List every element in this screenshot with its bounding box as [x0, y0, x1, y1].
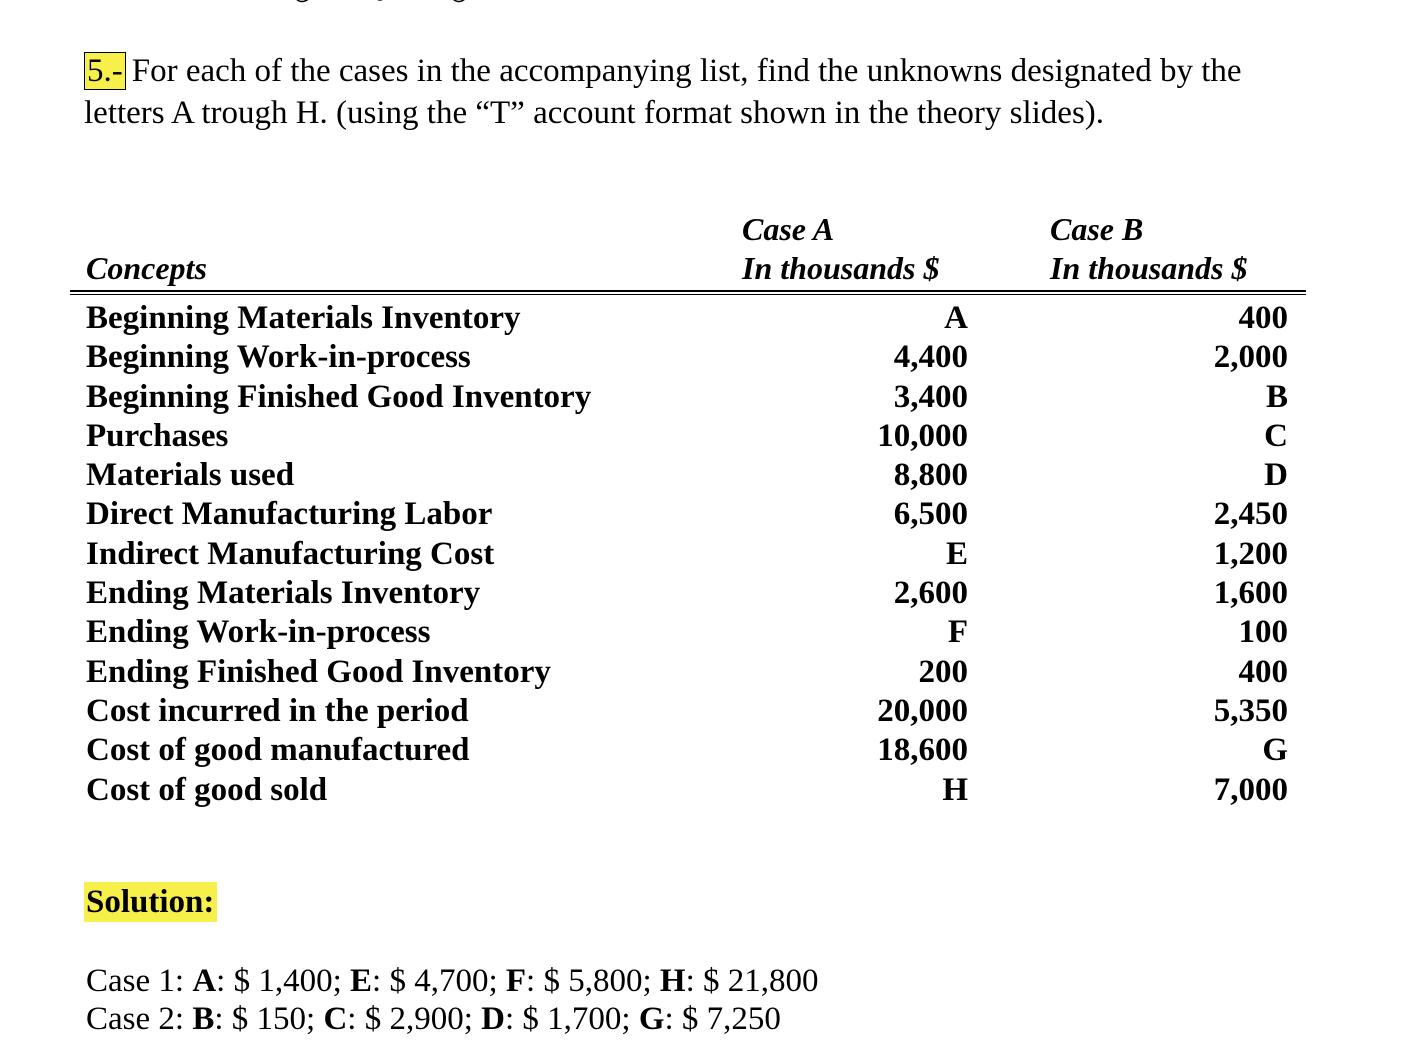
case-b-header: [1050, 210, 1247, 288]
row-label: Indirect Manufacturing Cost: [86, 535, 495, 572]
table-row: [70, 653, 1306, 692]
case-a-value: 18,600: [877, 732, 968, 769]
case-a-value: 2,600: [893, 575, 968, 612]
case-b-value: 1,600: [1213, 575, 1288, 612]
concepts-header: Concepts: [86, 250, 207, 286]
case-a-header: [742, 210, 939, 288]
case-a-value: 10,000: [877, 417, 968, 454]
answer-value: : $ 21,800: [685, 963, 819, 999]
answer-value: : $ 5,800;: [526, 963, 660, 999]
case-b-value: 7,000: [1213, 771, 1288, 808]
case-b-value: G: [1262, 732, 1288, 769]
case-a-value: 200: [918, 653, 968, 690]
case-a-value: H: [942, 771, 968, 808]
row-label: Materials used: [86, 457, 295, 494]
case-a-value: E: [945, 535, 968, 572]
answer-value: : $ 1,400;: [216, 963, 351, 999]
case-a-value: 3,400: [893, 378, 968, 415]
row-label: Cost incurred in the period: [86, 692, 469, 729]
problem-statement: [84, 50, 1344, 134]
answer-key: A: [192, 963, 217, 999]
cost-table: [70, 208, 1306, 810]
table-row: [70, 613, 1306, 652]
answer-value: : $ 1,700;: [504, 1001, 639, 1037]
answer-value: : $ 2,900;: [347, 1001, 482, 1037]
answer-key: B: [192, 1001, 215, 1037]
solution-answers: [86, 962, 818, 1038]
table-row: [70, 299, 1306, 338]
table-row: [70, 731, 1306, 770]
case-b-value: 400: [1238, 653, 1288, 690]
row-label: Ending Work-in-process: [86, 614, 431, 651]
case-a-title: Case A: [742, 211, 835, 247]
case-b-units: In thousands $: [1050, 250, 1248, 286]
case-b-value: D: [1264, 457, 1288, 494]
case-a-value: 8,800: [893, 457, 968, 494]
case-1-prefix: Case 1:: [86, 963, 193, 999]
row-label: Ending Materials Inventory: [86, 575, 481, 612]
header-rule: [70, 290, 1306, 295]
row-label: Direct Manufacturing Labor: [86, 496, 493, 533]
partial-previous-line: [290, 0, 470, 8]
case-b-value: 100: [1238, 614, 1288, 651]
table-row: [70, 692, 1306, 731]
case-b-value: 2,450: [1213, 496, 1288, 533]
row-label: Cost of good manufactured: [86, 732, 470, 769]
table-row: [70, 771, 1306, 810]
table-row: [70, 456, 1306, 495]
case-b-value: C: [1264, 417, 1288, 454]
table-row: [70, 495, 1306, 534]
case-a-units: In thousands $: [742, 250, 940, 286]
solution-title: Solution:: [84, 882, 217, 922]
row-label: Beginning Materials Inventory: [86, 300, 521, 336]
case-b-value: 1,200: [1213, 535, 1288, 572]
case-1-answers: [86, 962, 818, 1000]
answer-value: : $ 7,250: [664, 1001, 781, 1037]
row-label: Beginning Finished Good Inventory: [86, 378, 592, 415]
case-a-value: 20,000: [877, 692, 968, 729]
row-label: Beginning Work-in-process: [86, 339, 471, 376]
case-2-prefix: Case 2:: [86, 1001, 193, 1037]
case-a-value: F: [947, 614, 968, 651]
table-row: [70, 338, 1306, 377]
problem-number: 5.-: [84, 52, 126, 90]
case-b-value: 5,350: [1213, 692, 1288, 729]
answer-key: C: [323, 1001, 348, 1037]
answer-value: : $ 4,700;: [372, 963, 506, 999]
table-row: [70, 574, 1306, 613]
answer-key: E: [350, 963, 373, 999]
answer-key: G: [638, 1001, 665, 1037]
case-b-value: 400: [1238, 300, 1288, 336]
row-label: Cost of good sold: [86, 771, 328, 808]
table-row: [70, 417, 1306, 456]
case-2-answers: [86, 1000, 818, 1038]
case-a-value: A: [944, 300, 968, 336]
answer-value: : $ 150;: [214, 1001, 324, 1037]
problem-line-1: [84, 50, 1344, 92]
table-header: [70, 208, 1306, 288]
case-b-value: B: [1265, 378, 1288, 415]
problem-text-line-2: letters A trough H. (using the “T” account format shown in the theory slides).: [84, 95, 1105, 131]
case-b-title: Case B: [1050, 211, 1144, 247]
problem-text-line-1: For each of the cases in the accompanying list, find the unknowns designated by the: [131, 53, 1242, 89]
row-label: Ending Finished Good Inventory: [86, 653, 551, 690]
case-a-value: 6,500: [893, 496, 968, 533]
case-b-value: 2,000: [1213, 339, 1288, 376]
row-label: Purchases: [86, 417, 229, 454]
table-body: [70, 299, 1306, 810]
answer-key: D: [481, 1001, 505, 1037]
answer-key: F: [505, 963, 527, 999]
table-row: [70, 535, 1306, 574]
answer-key: H: [659, 963, 686, 999]
table-row: [70, 378, 1306, 417]
case-a-value: 4,400: [893, 339, 968, 376]
